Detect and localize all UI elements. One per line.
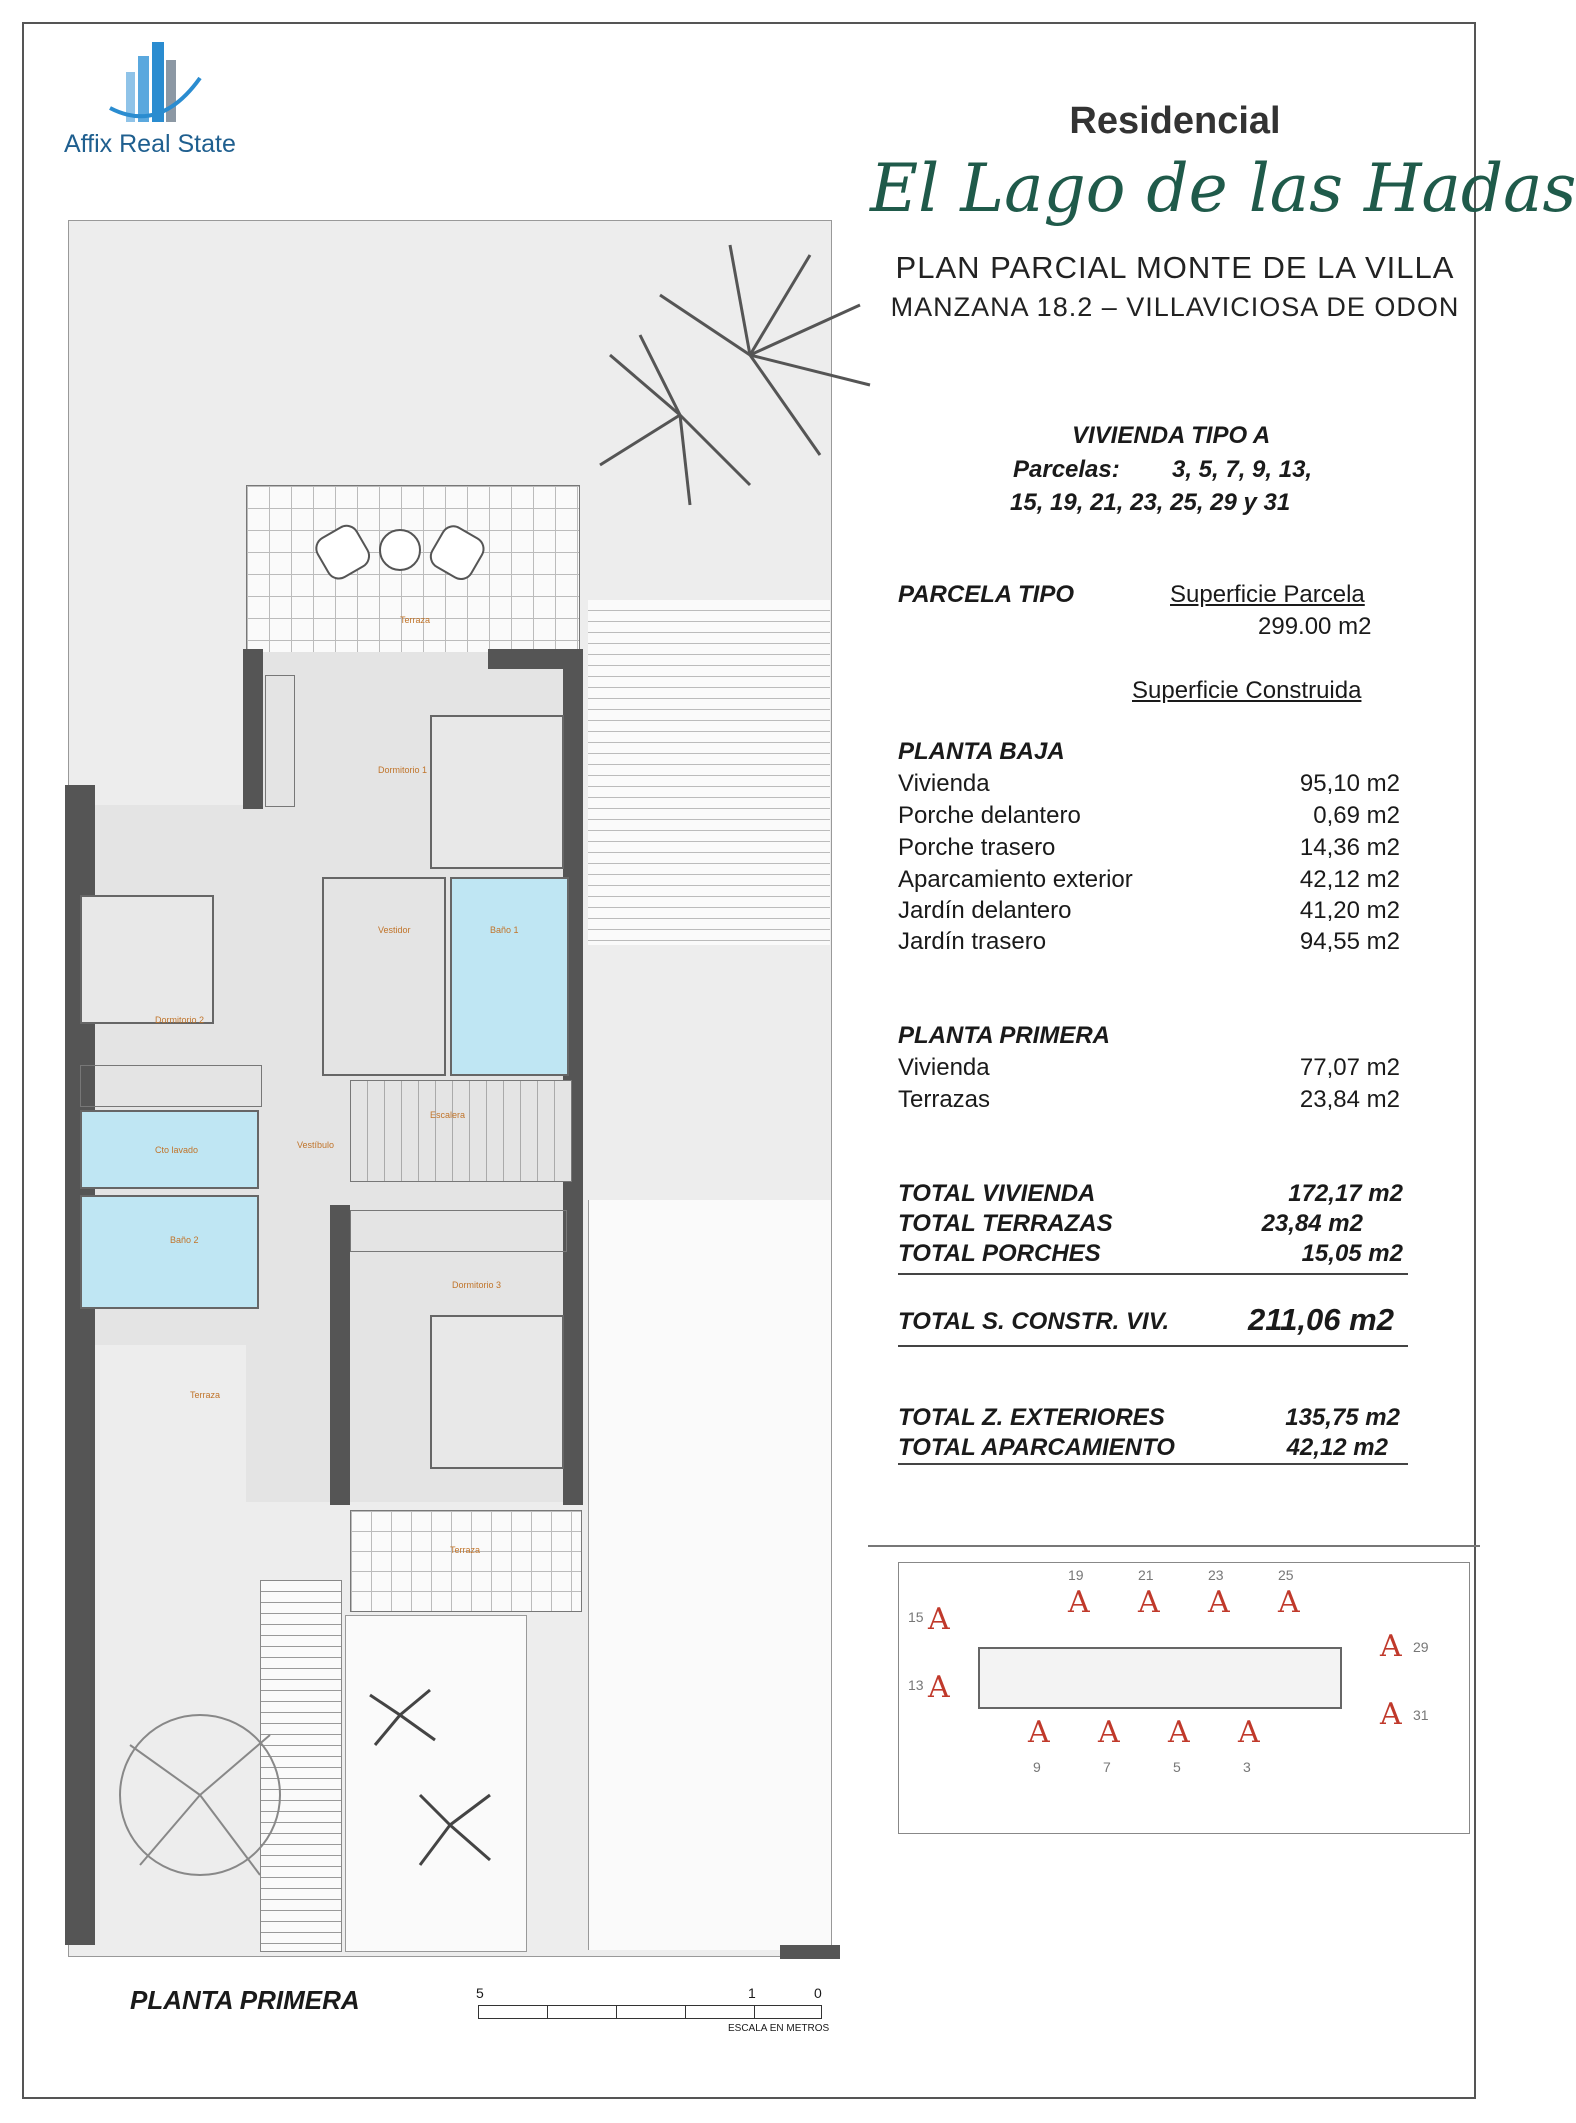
lot-number: 3 (1243, 1759, 1251, 1775)
pp-row (898, 1054, 1400, 1082)
lot-number: 31 (1413, 1707, 1429, 1723)
room-escalera: Escalera (430, 1110, 466, 1120)
parcelas-line1: 3, 5, 7, 9, 13, (1172, 456, 1313, 483)
scale-0: 0 (814, 1985, 822, 2001)
lot-letter: A (928, 1670, 950, 1705)
room-terraza-left: Terraza (190, 1390, 221, 1400)
lot-number: 19 (1068, 1567, 1084, 1583)
header-project-name: El Lago de las Hadas (870, 150, 1576, 227)
exterior-value: 135,75 m2 (1285, 1404, 1400, 1431)
room-vestidor: Vestidor (378, 925, 411, 935)
terraza-bottom (350, 1510, 582, 1612)
pb-label: Jardín delantero (898, 897, 1072, 924)
lot-letter: A (1168, 1715, 1190, 1750)
pb-row (898, 866, 1400, 894)
wardrobe-2 (80, 1065, 262, 1107)
wall (243, 649, 263, 809)
total-value: 15,05 m2 (1301, 1240, 1403, 1267)
exterior-label: TOTAL APARCAMIENTO (898, 1434, 1175, 1461)
scale-1: 1 (748, 1985, 756, 2001)
superficie-parcela-label: Superficie Parcela (1170, 581, 1365, 608)
floor-plan (60, 205, 840, 1965)
pb-row (898, 928, 1400, 956)
pb-row (898, 834, 1400, 862)
bed-dormitorio-1 (430, 715, 564, 869)
room-dormitorio-1: Dormitorio 1 (378, 765, 428, 775)
scale-label: ESCALA EN METROS (728, 2023, 830, 2034)
wall (780, 1945, 840, 1959)
lot-number: 7 (1103, 1759, 1111, 1775)
total-row (898, 1210, 1363, 1238)
building-logo-icon (100, 38, 210, 128)
total-label: TOTAL TERRAZAS (898, 1210, 1113, 1237)
parcelas-line2: 15, 19, 21, 23, 25, 29 y 31 (1010, 489, 1291, 516)
pb-value: 95,10 m2 (1299, 770, 1400, 797)
exterior-value: 42,12 m2 (1286, 1434, 1388, 1461)
vivienda-title: VIVIENDA TIPO A (1072, 422, 1271, 449)
vestidor (322, 877, 446, 1076)
total-constr-label: TOTAL S. CONSTR. VIV. (898, 1308, 1170, 1335)
wardrobe-1 (265, 675, 295, 807)
total-label: TOTAL PORCHES (898, 1240, 1101, 1267)
pp-value: 23,84 m2 (1299, 1086, 1400, 1113)
pb-label: Porche delantero (898, 802, 1081, 829)
pb-label: Vivienda (898, 770, 990, 797)
room-dormitorio-2: Dormitorio 2 (155, 1015, 205, 1025)
lot-number: 29 (1413, 1639, 1429, 1655)
central-strip (978, 1647, 1342, 1709)
bed-dormitorio-3 (430, 1315, 564, 1469)
exterior-row (898, 1434, 1388, 1462)
total-constr-value: 211,06 m2 (1248, 1302, 1394, 1337)
parcelas-label: Parcelas: (1013, 456, 1120, 483)
brand-name: Affix Real State (64, 130, 236, 158)
exteriors-divider (898, 1463, 1408, 1465)
lot-letter: A (1068, 1585, 1090, 1620)
lot-letter: A (1098, 1715, 1120, 1750)
total-constr-divider (898, 1345, 1408, 1347)
escalera (350, 1080, 572, 1182)
planta-baja-title: PLANTA BAJA (898, 738, 1065, 765)
lot-number: 25 (1278, 1567, 1294, 1583)
room-bano-1: Baño 1 (490, 925, 519, 935)
exterior-label: TOTAL Z. EXTERIORES (898, 1404, 1165, 1431)
pb-row (898, 802, 1400, 830)
bano-2 (80, 1195, 259, 1309)
lot-letter: A (1380, 1629, 1402, 1664)
pp-label: Vivienda (898, 1054, 990, 1081)
lot-number: 9 (1033, 1759, 1041, 1775)
wardrobe-3 (350, 1210, 567, 1252)
total-label: TOTAL VIVIENDA (898, 1180, 1096, 1207)
palm-small-icon (360, 1675, 520, 1895)
bed-dormitorio-2 (80, 895, 214, 1024)
lot-letter: A (1028, 1715, 1050, 1750)
lot-letter: A (928, 1602, 950, 1637)
total-row (898, 1180, 1403, 1208)
wall (65, 1345, 95, 1945)
deck-stripes-right (588, 600, 830, 945)
room-terraza-bottom: Terraza (450, 1545, 481, 1555)
room-cto-lavado: Cto lavado (155, 1145, 199, 1155)
patio-furniture-icon (310, 520, 490, 595)
pb-value: 14,36 m2 (1299, 834, 1400, 861)
white-area-right (588, 1200, 831, 1950)
wall (330, 1205, 350, 1505)
lot-number: 21 (1138, 1567, 1154, 1583)
pb-label: Porche trasero (898, 834, 1056, 861)
pp-label: Terrazas (898, 1086, 991, 1113)
superficie-construida-label: Superficie Construida (1132, 677, 1362, 704)
pb-value: 42,12 m2 (1299, 866, 1400, 893)
lot-number: 15 (908, 1609, 924, 1625)
pb-value: 0,69 m2 (1313, 802, 1400, 829)
lot-number: 23 (1208, 1567, 1224, 1583)
superficie-parcela-value: 299.00 m2 (1258, 613, 1372, 640)
planta-primera-title: PLANTA PRIMERA (898, 1022, 1110, 1049)
bano-1 (450, 877, 569, 1076)
header-plan-parcial: PLAN PARCIAL MONTE DE LA VILLA (895, 250, 1455, 285)
pb-label: Aparcamiento exterior (898, 866, 1133, 893)
scale-5: 5 (476, 1985, 484, 2001)
room-dormitorio-3: Dormitorio 3 (452, 1280, 502, 1290)
parcela-tipo-label: PARCELA TIPO (898, 581, 1075, 608)
lot-letter: A (1380, 1697, 1402, 1732)
room-vestibulo: Vestíbulo (297, 1140, 335, 1150)
pb-row (898, 770, 1400, 798)
site-map (868, 1545, 1480, 1847)
lot-number: 5 (1173, 1759, 1181, 1775)
lot-letter: A (1278, 1585, 1300, 1620)
pb-row (898, 897, 1400, 925)
header-residencial: Residencial (1069, 100, 1281, 142)
lot-letter: A (1238, 1715, 1260, 1750)
room-terraza-top: Terraza (400, 615, 431, 625)
exterior-row (898, 1404, 1400, 1432)
lot-letter: A (1138, 1585, 1160, 1620)
room-bano-2: Baño 2 (170, 1235, 199, 1245)
header-manzana: MANZANA 18.2 – VILLAVICIOSA DE ODON (890, 292, 1460, 322)
totals-divider (898, 1273, 1408, 1275)
plan-title: PLANTA PRIMERA (130, 1985, 360, 2015)
pb-value: 41,20 m2 (1299, 897, 1400, 924)
total-value: 23,84 m2 (1261, 1210, 1363, 1237)
brand-logo (100, 38, 210, 128)
palm-tree-icon (580, 225, 880, 525)
pb-value: 94,55 m2 (1299, 928, 1400, 955)
scale-bar (478, 2005, 822, 2019)
lot-letter: A (1208, 1585, 1230, 1620)
pb-label: Jardín trasero (898, 928, 1047, 955)
total-row (898, 1240, 1403, 1268)
pp-row (898, 1086, 1400, 1114)
pp-value: 77,07 m2 (1299, 1054, 1400, 1081)
lot-number: 13 (908, 1677, 924, 1693)
total-value: 172,17 m2 (1288, 1180, 1403, 1207)
tree-icon (100, 1685, 300, 1945)
